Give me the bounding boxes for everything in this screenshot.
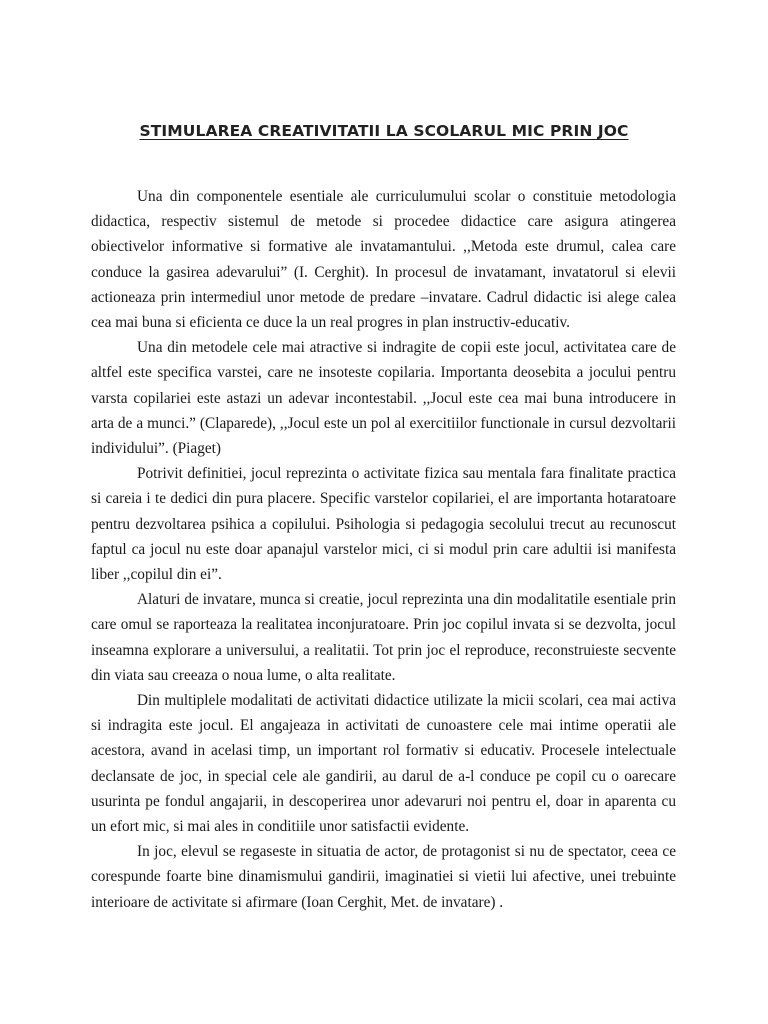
paragraph-2: Una din metodele cele mai atractive si indragite de copii este jocul, activitatea care de altfel este specifica varstei, care ne insoteste copilaria. Importanta deosebita a jocului pentru varsta copilariei este astazi un adevar incontestabil. ,,Jocul este cea mai buna introducere in arta de a munci.” (Claparede), ,,Jocul este un pol al exercitiilor functionale in cursul dezvoltarii individului”. (Piaget): [91, 339, 676, 458]
paragraph-5: Din multiplele modalitati de activitati didactice utilizate la micii scolari, cea mai activa si indragita este jocul. El angajeaza in activitati de cunoastere cele mai intime operatii ale acestora, avand in acelasi timp, un important rol formativ si educativ. Procesele intelectuale declansate de joc, in special cele ale gandirii, au darul de a-l conduce pe copil cu o oarecare usurinta pe fondul angajarii, in descoperirea unor adevaruri noi pentru el, doar in aparenta cu un efort mic, si mai ales in conditiile unor satisfactii evidente.: [91, 692, 676, 836]
document-body: [91, 184, 676, 915]
paragraph-1: Una din componentele esentiale ale curriculumului scolar o constituie metodologia didactica, respectiv sistemul de metode si procedee didactice care asigura atingerea obiectivelor informative si formative ale invatamantului. ,,Metoda este drumul, calea care conduce la gasirea adevarului” (I. Cerghit). In procesul de invatamant, invatatorul si elevii actioneaza prin intermediul unor metode de predare –invatare. Cadrul didactic isi alege calea cea mai buna si eficienta ce duce la un real progres in plan instructiv-educativ.: [91, 188, 676, 332]
paragraph-3: Potrivit definitiei, jocul reprezinta o activitate fizica sau mentala fara finalitate practica si careia i te dedici din pura placere. Specific varstelor copilariei, el are importanta hotaratoare pentru dezvoltarea psihica a copilului. Psihologia si pedagogia secolului trecut au recunoscut faptul ca jocul nu este doar apanajul varstelor mici, ci si modul prin care adultii isi manifesta liber ,,copilul din ei”.: [91, 465, 676, 584]
paragraph-6: In joc, elevul se regaseste in situatia de actor, de protagonist si nu de spectator, ceea ce corespunde foarte bine dinamismului gandirii, imaginatiei si vietii lui afective, unei trebuinte interioare de activitate si afirmare (Ioan Cerghit, Met. de invatare) .: [91, 843, 676, 911]
paragraph-4: Alaturi de invatare, munca si creatie, jocul reprezinta una din modalitatile esentiale prin care omul se raporteaza la realitatea inconjuratoare. Prin joc copilul invata si se dezvolta, jocul inseamna explorare a universului, a realitatii. Tot prin joc el reproduce, reconstruieste secvente din viata sau creeaza o noua lume, o alta realitate.: [91, 591, 676, 684]
document-title: STIMULAREA CREATIVITATII LA SCOLARUL MIC PRIN JOC: [139, 122, 629, 140]
